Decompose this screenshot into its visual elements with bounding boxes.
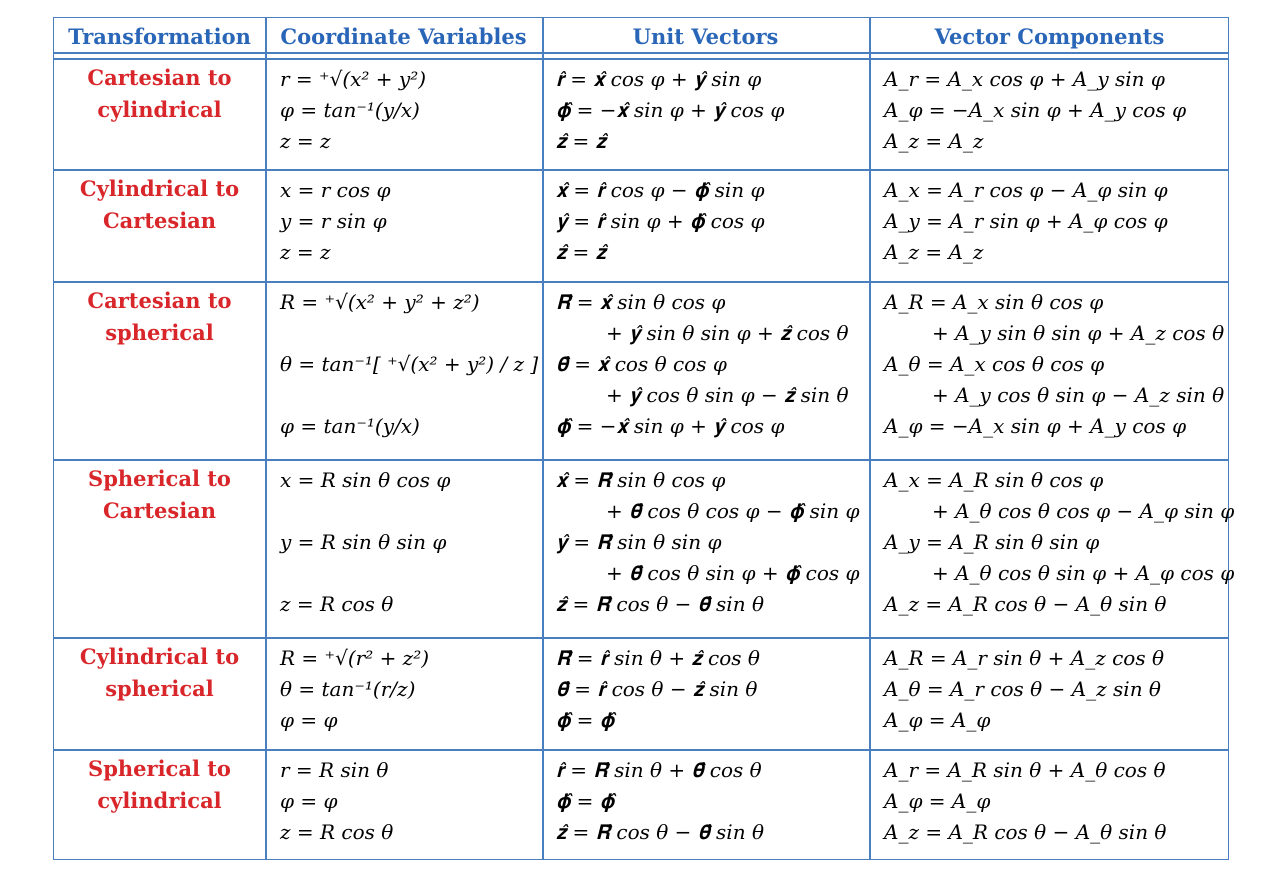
coordinate-variables-line: R = ⁺√(x² + y² + z²) [280,290,480,314]
vector-components-line: + A_y sin θ sin φ + A_z cos θ [932,321,1225,345]
unit-vectors-line: 𝛟̂ = 𝛟̂ [556,708,615,732]
transformation-name-line: cylindrical [97,788,222,813]
vector-components-line: A_R = A_x sin θ cos φ [884,290,1104,314]
header-coordinate-variables: Coordinate Variables [280,23,527,49]
vector-components-line: A_R = A_r sin θ + A_z cos θ [884,646,1164,670]
unit-vectors-line: 𝛟̂ = −𝐱̂ sin φ + 𝐲̂ cos φ [556,98,785,122]
transformation-name [54,641,265,705]
transformation-name-line: Cartesian to [87,288,232,313]
unit-vectors [556,64,784,157]
coordinate-variables-line: θ = tan⁻¹(r/z) [280,677,416,701]
header-vector-components: Vector Components [934,23,1165,49]
coordinate-variables-line: θ = tan⁻¹[ ⁺√(x² + y²) / z ] [280,352,539,376]
coordinate-variables [280,64,426,157]
coordinate-variables-line: φ = tan⁻¹(y/x) [280,98,420,122]
coordinate-variables-line: z = R cos θ [280,820,394,844]
coordinate-variables-line: φ = φ [280,708,338,732]
transformation-name-line: Cartesian to [87,65,232,90]
vector-components [884,755,1166,848]
row-divider [54,749,1228,751]
coordinate-variables-line: φ = φ [280,789,338,813]
vector-components-line: A_y = A_r sin φ + A_φ cos φ [884,209,1168,233]
row-divider [54,459,1228,461]
coordinate-variables [280,175,391,268]
vector-components-line: + A_y cos θ sin φ − A_z sin θ [932,383,1225,407]
vector-components-line: + A_θ cos θ cos φ − A_φ sin φ [932,499,1235,523]
unit-vectors-line: 𝐲̂ = 𝐫̂ sin φ + 𝛟̂ cos φ [556,209,765,233]
row-divider [54,637,1228,639]
unit-vectors-line: 𝐱̂ = 𝐫̂ cos φ − 𝛟̂ sin φ [556,178,765,202]
transformation-name [54,285,265,349]
vector-components-line: A_φ = −A_x sin φ + A_y cos φ [884,414,1187,438]
transformation-name-line: spherical [105,676,214,701]
transformation-name [54,753,265,817]
coordinate-variables-line: z = z [280,240,331,264]
unit-vectors-line: 𝐫̂ = 𝐑̂ sin θ + 𝛉̂ cos θ [556,758,762,782]
unit-vectors-line: 𝐳̂ = 𝐳̂ [556,129,606,153]
transformation-name [54,62,265,126]
coordinate-variables [280,643,429,736]
transformation-name-line: Cartesian [102,208,217,233]
transformation-table [53,17,1235,860]
vector-components [884,287,1224,442]
unit-vectors [556,175,765,268]
unit-vectors-line: + 𝐲̂ sin θ sin φ + 𝐳̂ cos θ [606,321,849,345]
unit-vectors-line: 𝐳̂ = 𝐑̂ cos θ − 𝛉̂ sin θ [556,820,764,844]
vector-components-line: A_r = A_R sin θ + A_θ cos θ [884,758,1166,782]
transformation-name [54,173,265,237]
coordinate-variables-line: z = z [280,129,331,153]
coordinate-variables-line: R = ⁺√(r² + z²) [280,646,430,670]
transformation-name-line: Cylindrical to [79,644,240,669]
vector-components [884,64,1186,157]
vector-components-line: A_φ = A_φ [884,789,991,813]
unit-vectors [556,287,849,442]
vector-components-line: A_x = A_R sin θ cos φ [884,468,1104,492]
transformation-name [54,463,265,527]
unit-vectors [556,643,760,736]
vector-components-line: A_x = A_r cos φ − A_φ sin φ [884,178,1168,202]
unit-vectors-line: 𝐫̂ = 𝐱̂ cos φ + 𝐲̂ sin φ [556,67,762,91]
header-unit-vectors: Unit Vectors [632,23,779,49]
transformation-name-line: Cylindrical to [79,176,240,201]
unit-vectors-line: + 𝐲̂ cos θ sin φ − 𝐳̂ sin θ [606,383,849,407]
unit-vectors-line: 𝐳̂ = 𝐳̂ [556,240,606,264]
transformation-name-line: Spherical to [88,466,231,491]
unit-vectors-line: 𝐱̂ = 𝐑̂ sin θ cos φ [556,468,726,492]
coordinate-variables-line: φ = tan⁻¹(y/x) [280,414,420,438]
header-transformation: Transformation [68,23,251,49]
vector-components-line: A_r = A_x cos φ + A_y sin φ [884,67,1165,91]
vector-components [884,465,1234,620]
unit-vectors-line: 𝛟̂ = −𝐱̂ sin φ + 𝐲̂ cos φ [556,414,785,438]
coordinate-variables-line [280,496,450,527]
vector-components-line: A_z = A_R cos θ − A_θ sin θ [884,592,1167,616]
unit-vectors [556,465,860,620]
unit-vectors-line: 𝐑̂ = 𝐱̂ sin θ cos φ [556,290,726,314]
coordinate-variables-line: r = R sin θ [280,758,389,782]
col-divider [265,18,267,859]
coordinate-variables-line [280,318,538,349]
header-divider [54,58,1228,60]
unit-vectors [556,755,764,848]
coordinate-variables-line [280,380,538,411]
unit-vectors-line: + 𝛉̂ cos θ sin φ + 𝛟̂ cos φ [606,561,860,585]
unit-vectors-line: 𝐑̂ = 𝐫̂ sin θ + 𝐳̂ cos θ [556,646,760,670]
transformation-name-line: Cartesian [102,498,217,523]
transformation-name-line: cylindrical [97,97,222,122]
unit-vectors-line: 𝛉̂ = 𝐱̂ cos θ cos φ [556,352,727,376]
vector-components-line: A_y = A_R sin θ sin φ [884,530,1100,554]
vector-components-line: A_θ = A_x cos θ cos φ [884,352,1105,376]
coordinate-variables-line: z = R cos θ [280,592,394,616]
coordinate-variables [280,465,450,620]
transformation-name-line: spherical [105,320,214,345]
row-divider [54,281,1228,283]
coordinate-variables-line: y = R sin θ sin φ [280,530,447,554]
vector-components-line: A_φ = A_φ [884,708,991,732]
coordinate-variables-line: y = r sin φ [280,209,387,233]
unit-vectors-line: 𝛉̂ = 𝐫̂ cos θ − 𝐳̂ sin θ [556,677,758,701]
row-divider [54,169,1228,171]
unit-vectors-line: 𝐳̂ = 𝐑̂ cos θ − 𝛉̂ sin θ [556,592,764,616]
vector-components [884,175,1168,268]
transformation-name-line: Spherical to [88,756,231,781]
coordinate-variables-line: x = r cos φ [280,178,391,202]
vector-components-line: A_θ = A_r cos θ − A_z sin θ [884,677,1161,701]
vector-components-line: + A_θ cos θ sin φ + A_φ cos φ [932,561,1235,585]
unit-vectors-line: 𝐲̂ = 𝐑̂ sin θ sin φ [556,530,722,554]
coordinate-variables-line: x = R sin θ cos φ [280,468,451,492]
col-divider [542,18,544,859]
unit-vectors-line: 𝛟̂ = 𝛟̂ [556,789,615,813]
vector-components-line: A_z = A_R cos θ − A_θ sin θ [884,820,1167,844]
coordinate-variables [280,287,538,442]
coordinate-variables [280,755,393,848]
vector-components [884,643,1164,736]
unit-vectors-line: + 𝛉̂ cos θ cos φ − 𝛟̂ sin φ [606,499,860,523]
col-divider [869,18,871,859]
vector-components-line: A_z = A_z [884,240,984,264]
coordinate-variables-line: r = ⁺√(x² + y²) [280,67,427,91]
vector-components-line: A_φ = −A_x sin φ + A_y cos φ [884,98,1187,122]
coordinate-variables-line [280,558,450,589]
vector-components-line: A_z = A_z [884,129,984,153]
